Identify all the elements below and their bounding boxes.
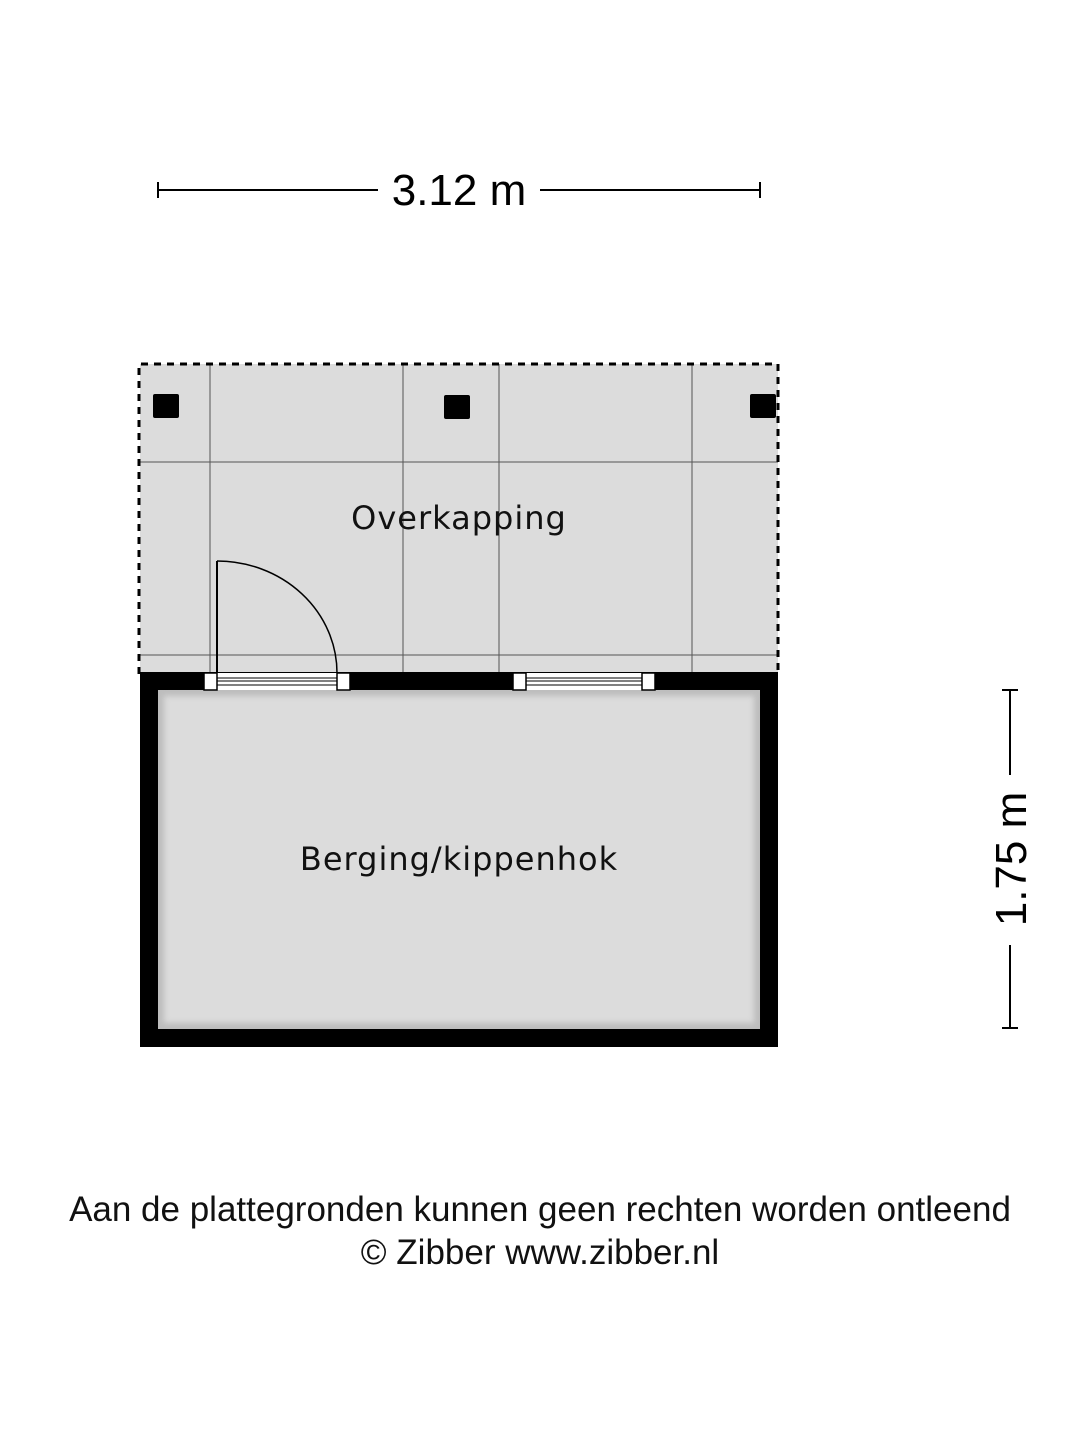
copyright-text: © Zibber www.zibber.nl: [360, 1233, 720, 1272]
post: [444, 395, 470, 419]
covered-area: [139, 364, 778, 674]
post: [153, 394, 179, 418]
width-dimension: [158, 166, 760, 215]
storage-room-label: Berging/kippenhok: [299, 840, 619, 878]
height-dimension: [987, 690, 1036, 1028]
window: [513, 673, 655, 690]
covered-area-label: Overkapping: [351, 499, 567, 537]
disclaimer-text: Aan de plattegronden kunnen geen rechten worden ontleend: [69, 1190, 1011, 1229]
width-dimension-label: 3.12 m: [391, 166, 527, 215]
storage-room: [140, 672, 778, 1047]
height-dimension-label: 1.75 m: [987, 791, 1036, 927]
post: [750, 394, 776, 418]
